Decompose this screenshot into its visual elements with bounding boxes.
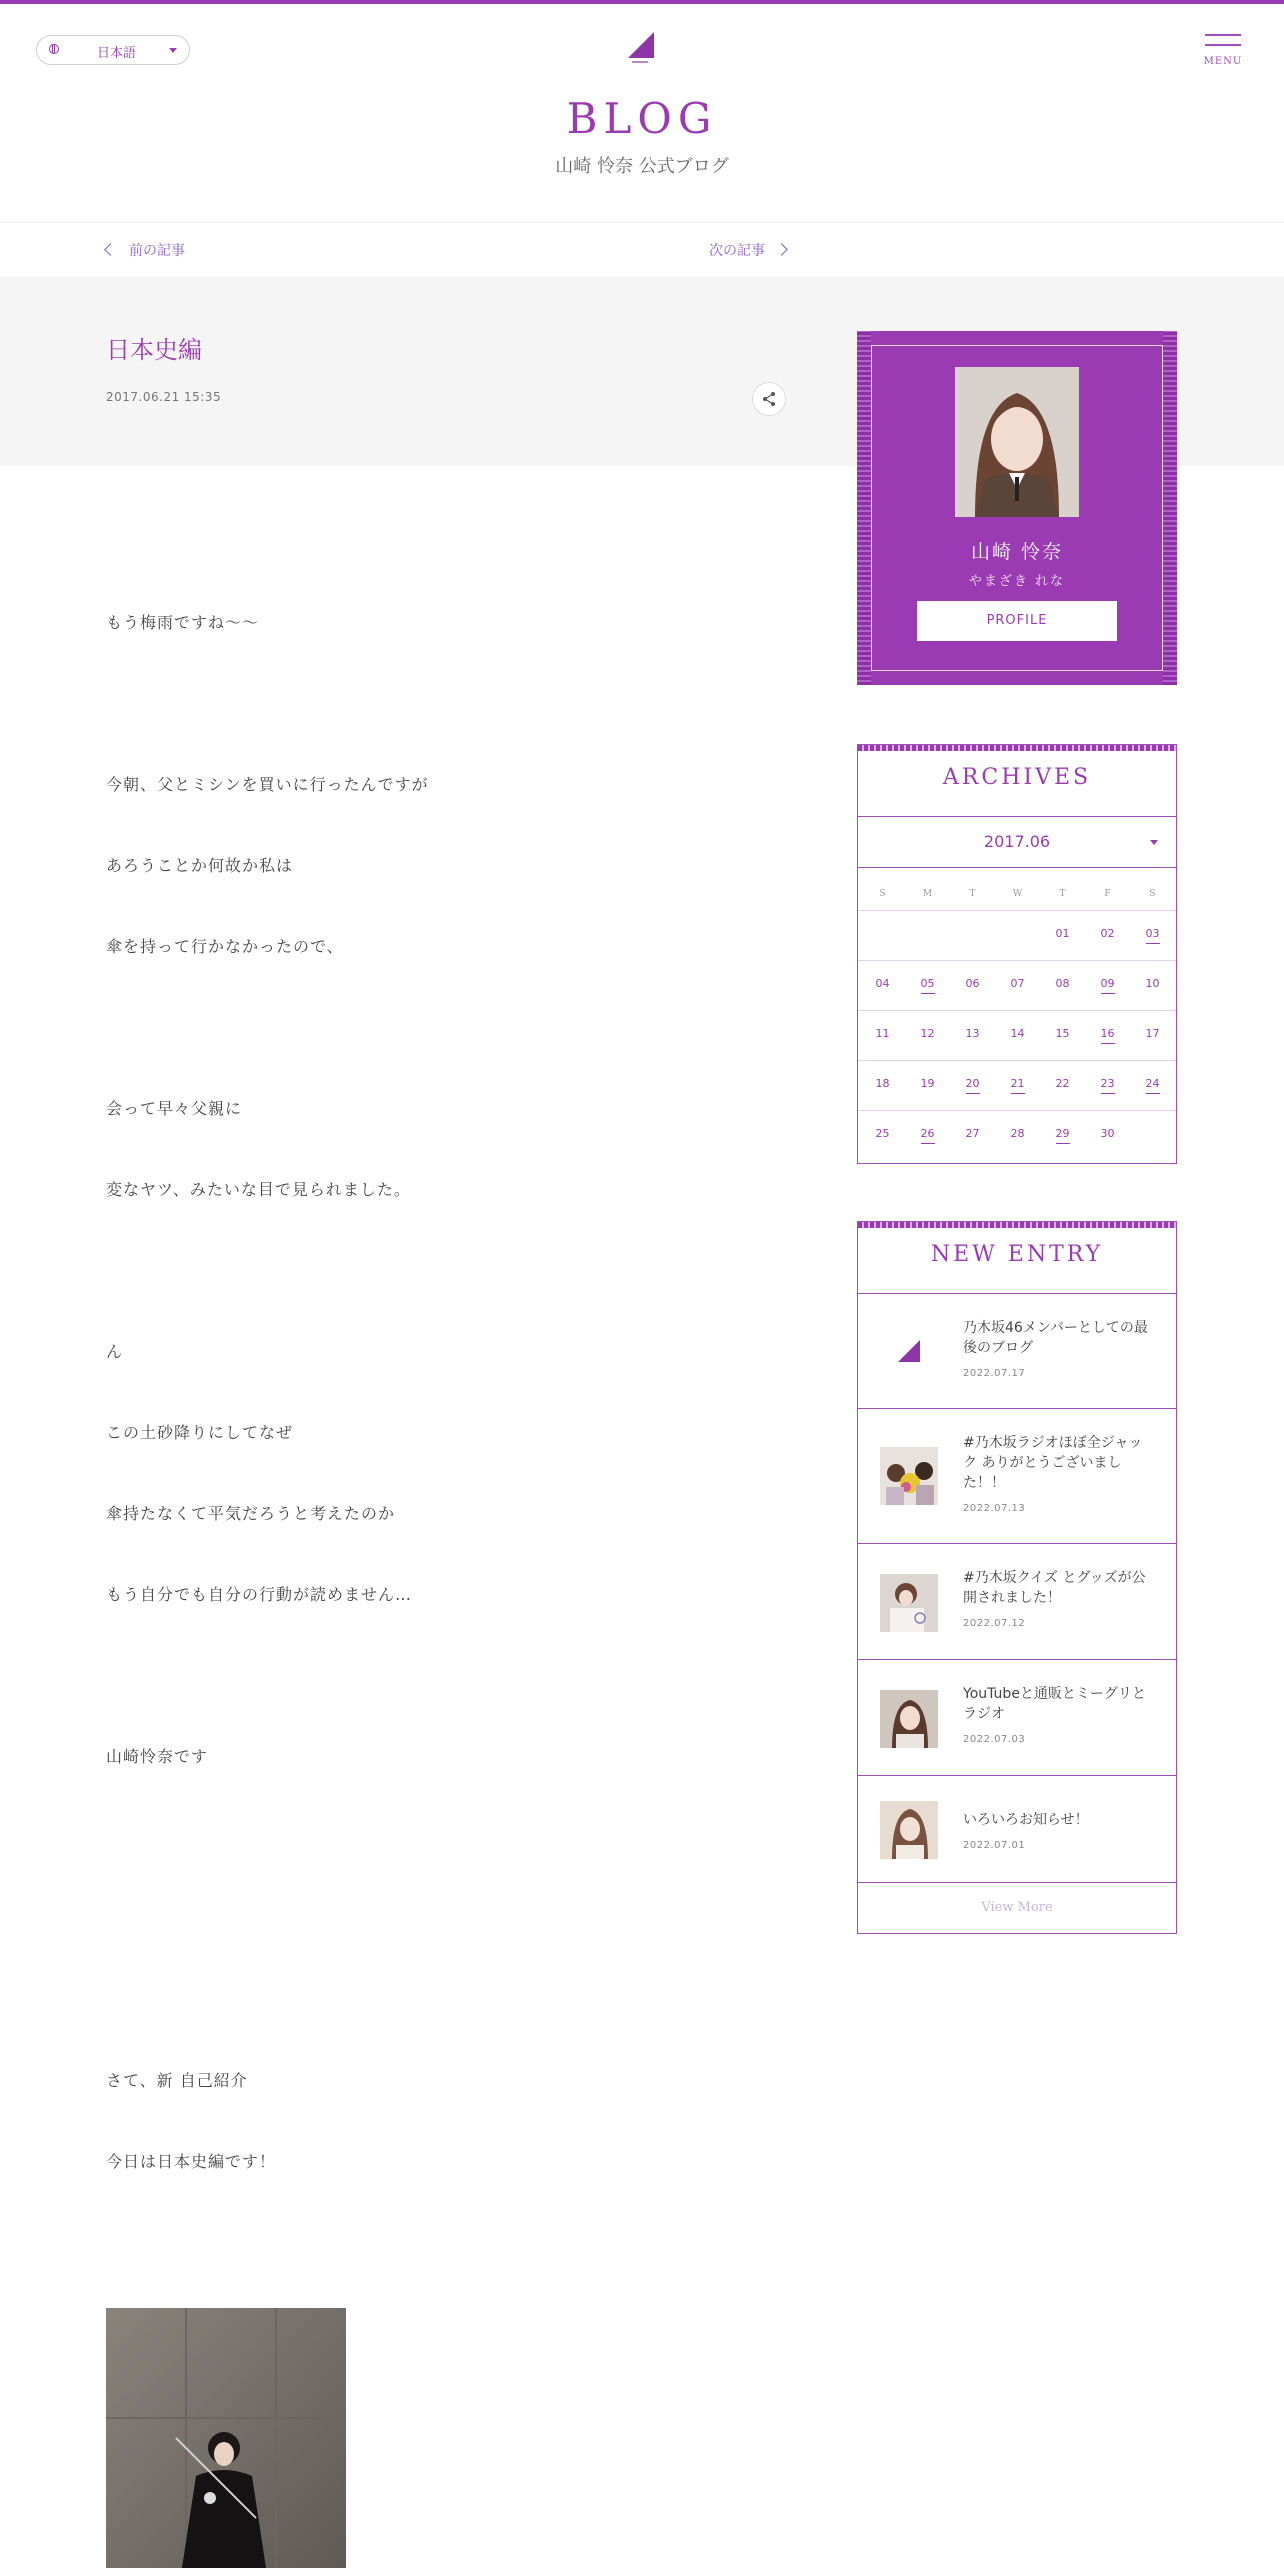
- decorative-pattern: [858, 745, 1176, 751]
- calendar-day-number: 24: [1146, 1077, 1160, 1094]
- article-text-line: 変なヤツ、みたいな目で見られました。: [106, 1180, 411, 1199]
- calendar-day-number: 09: [1101, 977, 1115, 994]
- calendar-day: [1085, 927, 1130, 940]
- site-logo[interactable]: [624, 30, 656, 66]
- calendar-day: [905, 1077, 950, 1090]
- profile-card: [857, 331, 1177, 685]
- language-selector[interactable]: [36, 35, 190, 65]
- calendar-day: [1040, 1027, 1085, 1040]
- calendar-day: [905, 1027, 950, 1040]
- new-entry-panel: [857, 1221, 1177, 1934]
- calendar-day-number: 16: [1101, 1027, 1115, 1044]
- calendar-day: [950, 1027, 995, 1040]
- weekday-label: S: [879, 889, 886, 899]
- weekday-label: W: [1012, 889, 1023, 899]
- entry-thumbnail: [880, 1690, 938, 1748]
- entry-title: いろいろお知らせ！: [963, 1812, 1089, 1828]
- prev-article-link[interactable]: [106, 240, 185, 260]
- calendar-day-link[interactable]: [950, 1077, 995, 1090]
- weekday-label: M: [922, 889, 933, 899]
- article-text-line: この土砂降りにしてなぜ: [106, 1423, 294, 1442]
- share-button[interactable]: [752, 382, 786, 416]
- calendar-week-row: [858, 1010, 1176, 1061]
- entry-date: 2022.07.13: [963, 1503, 1026, 1514]
- calendar-day-number: 03: [1146, 927, 1160, 944]
- calendar-day: [860, 977, 905, 990]
- top-accent-bar: [0, 0, 1284, 4]
- calendar-day: [1130, 977, 1175, 990]
- article-text-line: もう自分でも自分の行動が読めません…: [106, 1585, 413, 1604]
- weekday-label: S: [1149, 889, 1156, 899]
- entry-title: 乃木坂46メンバーとしての最後のブログ: [963, 1320, 1148, 1356]
- calendar-day-number: 22: [1055, 1077, 1070, 1090]
- page-subtitle: 山崎 怜奈 公式ブログ: [555, 156, 729, 177]
- calendar-day-number: 15: [1055, 1027, 1070, 1040]
- calendar-day-number: 27: [965, 1127, 980, 1140]
- calendar-day: [860, 1027, 905, 1040]
- profile-button[interactable]: PROFILE: [917, 601, 1117, 641]
- hamburger-icon: [1205, 44, 1241, 46]
- calendar-day-number: 04: [875, 977, 890, 990]
- calendar-day-number: 20: [966, 1077, 980, 1094]
- language-label: 日本語: [97, 46, 137, 61]
- calendar-day-link[interactable]: [995, 1077, 1040, 1090]
- article-text-line: 山崎怜奈です: [106, 1747, 209, 1766]
- entry-item[interactable]: [858, 1293, 1176, 1409]
- calendar-day: [1085, 1127, 1130, 1140]
- calendar-day-number: 29: [1056, 1127, 1070, 1144]
- view-more-link[interactable]: View More: [858, 1882, 1176, 1933]
- chevron-down-icon: [169, 48, 177, 53]
- next-article-link[interactable]: [709, 240, 786, 260]
- calendar-day-number: 06: [965, 977, 980, 990]
- calendar-day-link[interactable]: [905, 1127, 950, 1140]
- entry-item[interactable]: [858, 1408, 1176, 1544]
- entry-title: #乃木坂ラジオほぼ全ジャック ありがとうございました！！: [963, 1435, 1143, 1491]
- menu-button[interactable]: [1203, 32, 1243, 70]
- calendar-week-row: [858, 960, 1176, 1011]
- calendar-day: [995, 977, 1040, 990]
- decorative-pattern: [1163, 331, 1177, 685]
- weekday-label: T: [969, 889, 976, 899]
- calendar-day-number: 08: [1055, 977, 1070, 990]
- calendar-day-number: 19: [920, 1077, 935, 1090]
- page-title: BLOG: [566, 94, 718, 143]
- article-text-line: あろうことか何故か私は: [106, 856, 294, 875]
- entry-date: 2022.07.01: [963, 1840, 1026, 1851]
- prev-article-label: 前の記事: [129, 243, 185, 259]
- calendar-day-number: 10: [1145, 977, 1160, 990]
- calendar-day-number: 05: [921, 977, 935, 994]
- calendar-day-number: 23: [1101, 1077, 1115, 1094]
- hamburger-icon: [1205, 34, 1241, 36]
- entry-item[interactable]: [858, 1543, 1176, 1660]
- chevron-left-icon: [104, 243, 117, 256]
- calendar-week-row: [858, 1060, 1176, 1111]
- calendar-day: [1040, 927, 1085, 940]
- profile-kana: やまざき れな: [968, 574, 1066, 589]
- calendar-week-row: [858, 1110, 1176, 1161]
- menu-label: MENU: [1203, 56, 1243, 67]
- calendar-day-number: 02: [1100, 927, 1115, 940]
- profile-name: 山崎 怜奈: [970, 541, 1064, 563]
- profile-photo: [955, 367, 1079, 517]
- calendar-day-link[interactable]: [905, 977, 950, 990]
- entry-date: 2022.07.17: [963, 1368, 1026, 1379]
- calendar-week-row: [858, 910, 1176, 961]
- entry-date: 2022.07.03: [963, 1734, 1026, 1745]
- calendar-day-number: 11: [875, 1027, 890, 1040]
- globe-icon: [49, 44, 59, 54]
- calendar-day: [1130, 1027, 1175, 1040]
- calendar-day-number: 12: [920, 1027, 935, 1040]
- calendar-day-number: 01: [1055, 927, 1070, 940]
- calendar-day-number: 07: [1010, 977, 1025, 990]
- entry-thumbnail: [880, 1801, 938, 1859]
- article-text-line: 今朝、父とミシンを買いに行ったんですが: [106, 775, 429, 794]
- calendar-day-number: 14: [1010, 1027, 1025, 1040]
- article-text-line: 傘を持って行かなかったので、: [106, 937, 344, 956]
- calendar-day-number: 28: [1010, 1127, 1025, 1140]
- entry-thumbnail: [880, 1447, 938, 1505]
- calendar-day: [950, 977, 995, 990]
- archives-title: ARCHIVES: [942, 765, 1092, 790]
- calendar-day-number: 21: [1011, 1077, 1025, 1094]
- article-text-line: 今日は日本史編です！: [106, 2152, 277, 2171]
- entry-thumbnail: [880, 1574, 938, 1632]
- entry-title: YouTubeと通販とミーグリとラジオ: [963, 1686, 1146, 1722]
- weekday-label: F: [1104, 889, 1111, 899]
- month-select[interactable]: [858, 816, 1176, 868]
- decorative-pattern: [857, 331, 871, 685]
- calendar-day: [995, 1127, 1040, 1140]
- entry-item[interactable]: [858, 1659, 1176, 1776]
- calendar-day: [1040, 977, 1085, 990]
- entry-item[interactable]: [858, 1775, 1176, 1884]
- calendar-day: [995, 1027, 1040, 1040]
- calendar-day-number: 26: [921, 1127, 935, 1144]
- calendar-day-link[interactable]: [1085, 1077, 1130, 1090]
- selected-month: 2017.06: [983, 832, 1051, 851]
- calendar-day-number: 30: [1100, 1127, 1115, 1140]
- article-text-line: もう梅雨ですね～～: [106, 613, 260, 632]
- article-text-line: 会って早々父親に: [106, 1099, 243, 1118]
- calendar-day-link[interactable]: [1130, 1077, 1175, 1090]
- calendar-day: [860, 1077, 905, 1090]
- calendar-day: [860, 1127, 905, 1140]
- calendar-day: [1040, 1077, 1085, 1090]
- article-text-line: ん: [106, 1342, 124, 1361]
- article-date: 2017.06.21 15:35: [106, 390, 222, 404]
- article-title: 日本史編: [106, 336, 202, 364]
- chevron-right-icon: [775, 243, 788, 256]
- calendar-day-link[interactable]: [1085, 1027, 1130, 1040]
- calendar-day-link[interactable]: [1085, 977, 1130, 990]
- divider: [0, 222, 1284, 223]
- calendar-day-number: 13: [965, 1027, 980, 1040]
- new-entry-title: NEW ENTRY: [930, 1242, 1104, 1267]
- article-text-line: さて、新 自己紹介: [106, 2071, 248, 2090]
- weekday-label: T: [1059, 889, 1066, 899]
- calendar-day-number: 18: [875, 1077, 890, 1090]
- decorative-pattern: [858, 1222, 1176, 1228]
- chevron-down-icon: [1150, 840, 1158, 845]
- archives-panel: [857, 744, 1177, 1164]
- entry-title: #乃木坂クイズ とグッズが公開されました！: [963, 1570, 1146, 1606]
- article-photo[interactable]: [106, 2308, 346, 2568]
- calendar-day-number: 25: [875, 1127, 890, 1140]
- article-text-line: 傘持たなくて平気だろうと考えたのか: [106, 1504, 396, 1523]
- entry-thumbnail: [880, 1322, 938, 1380]
- entry-date: 2022.07.12: [963, 1618, 1026, 1629]
- next-article-label: 次の記事: [709, 243, 765, 259]
- calendar-day-link[interactable]: [1130, 927, 1175, 940]
- calendar-day-link[interactable]: [1040, 1127, 1085, 1140]
- calendar-day-number: 17: [1145, 1027, 1160, 1040]
- share-icon: [753, 383, 785, 415]
- calendar-day: [950, 1127, 995, 1140]
